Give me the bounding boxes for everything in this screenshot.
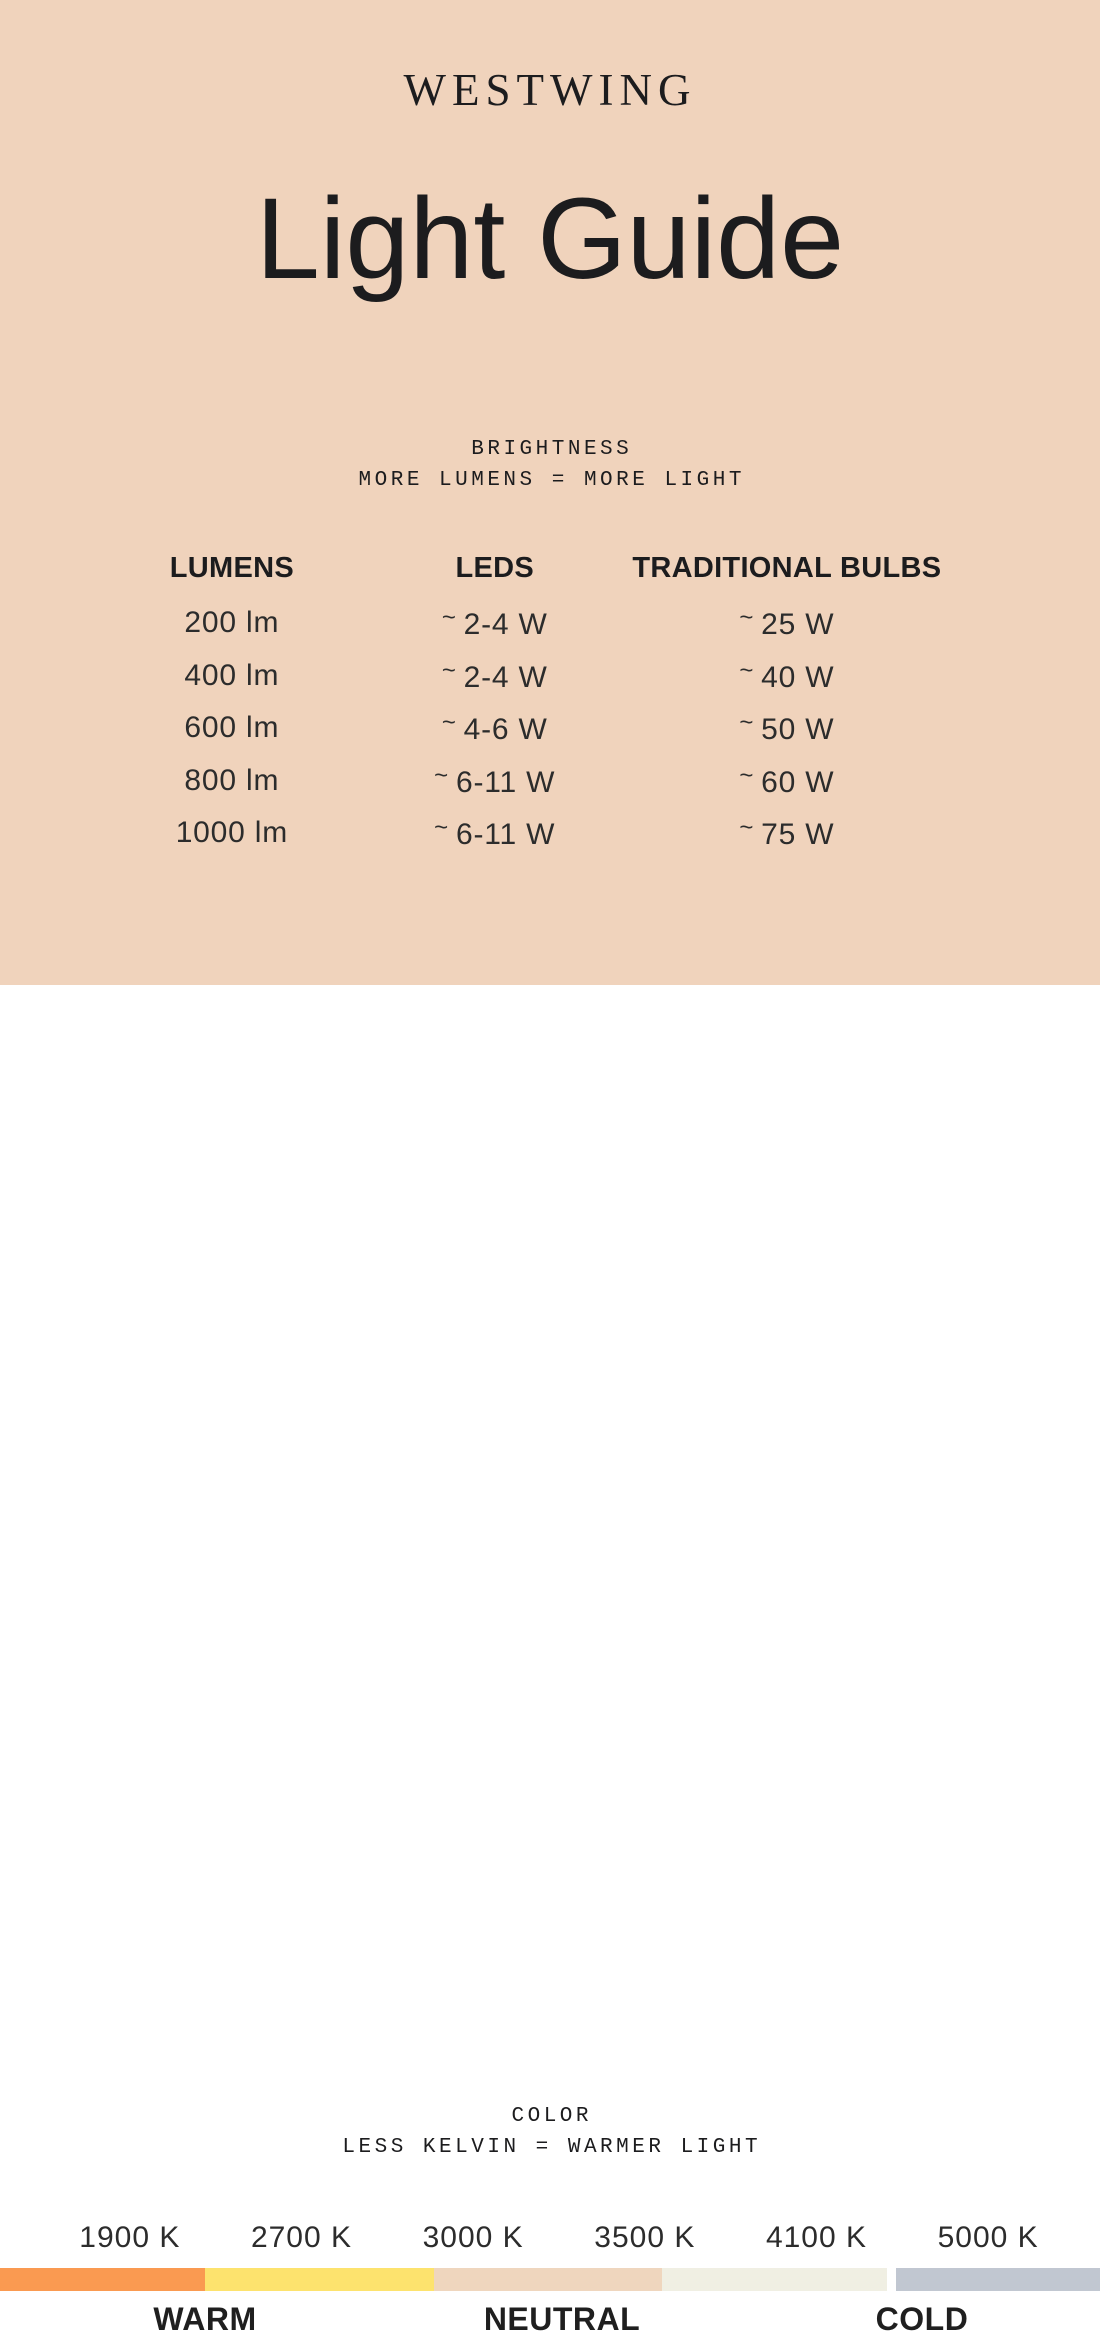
column-header-lumens: LUMENS (169, 552, 294, 584)
kelvin-label: 1900 K (79, 2221, 181, 2254)
approx-symbol: ~ (441, 709, 457, 737)
lumens-value: 400 lm (184, 658, 280, 692)
traditional-value: ~ 75 W (739, 814, 835, 852)
approx-symbol: ~ (441, 604, 457, 632)
traditional-value: ~ 25 W (739, 604, 835, 642)
scale-segment-cold-blue (896, 2268, 1100, 2291)
temperature-label-warm: WARM (153, 2301, 257, 2337)
temperature-group-labels (0, 2301, 1100, 2341)
lumens-conversion-table (100, 552, 948, 860)
scale-segment-warm-yellow (205, 2268, 435, 2291)
temperature-label-cold: COLD (875, 2301, 969, 2337)
approx-symbol: ~ (739, 814, 755, 842)
table-row (100, 807, 948, 860)
approx-symbol: ~ (739, 604, 755, 632)
temperature-label-neutral: NEUTRAL (483, 2301, 641, 2337)
kelvin-label: 5000 K (937, 2221, 1039, 2254)
column-header-leds: LEDS (455, 552, 534, 584)
scale-segment-neutral-cream (662, 2268, 886, 2291)
scale-segment-neutral-beige (434, 2268, 662, 2291)
lumens-value: 600 lm (184, 711, 280, 745)
color-temperature-section (0, 985, 1100, 2337)
table-header-row (100, 552, 948, 585)
approx-symbol: ~ (441, 656, 457, 684)
kelvin-label: 2700 K (250, 2221, 353, 2254)
lumens-value: 800 lm (184, 763, 280, 797)
table-row (100, 702, 948, 755)
approx-symbol: ~ (739, 656, 755, 684)
color-heading (0, 2101, 1100, 2163)
color-temperature-scale-bar (0, 2268, 1100, 2291)
brightness-heading-subtitle: MORE LUMENS = MORE LIGHT (358, 469, 745, 492)
color-heading-title: COLOR (511, 2105, 592, 2128)
kelvin-label: 4100 K (765, 2221, 868, 2254)
brightness-section (0, 0, 1100, 985)
traditional-value: ~ 40 W (739, 656, 835, 694)
approx-symbol: ~ (434, 761, 449, 789)
leds-value: ~ 2-4 W (441, 656, 548, 694)
table-row (100, 597, 948, 650)
kelvin-scale-labels (44, 2221, 1074, 2255)
table-row (100, 755, 948, 808)
kelvin-label: 3000 K (422, 2221, 524, 2254)
leds-value: ~ 6-11 W (434, 761, 556, 799)
scale-segment-warm-orange (0, 2268, 205, 2291)
leds-value: ~ 6-11 W (434, 814, 556, 852)
color-heading-subtitle: LESS KELVIN = WARMER LIGHT (342, 2136, 762, 2159)
table-row (100, 650, 948, 703)
approx-symbol: ~ (739, 761, 755, 789)
leds-value: ~ 4-6 W (441, 709, 548, 747)
column-header-traditional-bulbs: TRADITIONAL BULBS (632, 552, 942, 584)
kelvin-label: 3500 K (594, 2221, 696, 2254)
approx-symbol: ~ (739, 709, 755, 737)
leds-value: ~ 2-4 W (441, 604, 548, 642)
lumens-value: 1000 lm (175, 816, 289, 850)
scale-segment-white-divider (887, 2268, 897, 2291)
approx-symbol: ~ (434, 814, 449, 842)
traditional-value: ~ 50 W (739, 709, 835, 747)
traditional-value: ~ 60 W (739, 761, 835, 799)
brightness-heading (0, 434, 1100, 496)
page-title: Light Guide (255, 175, 845, 303)
brightness-heading-title: BRIGHTNESS (471, 438, 633, 461)
brand-logo: WESTWING (403, 65, 697, 115)
lumens-value: 200 lm (184, 606, 280, 640)
